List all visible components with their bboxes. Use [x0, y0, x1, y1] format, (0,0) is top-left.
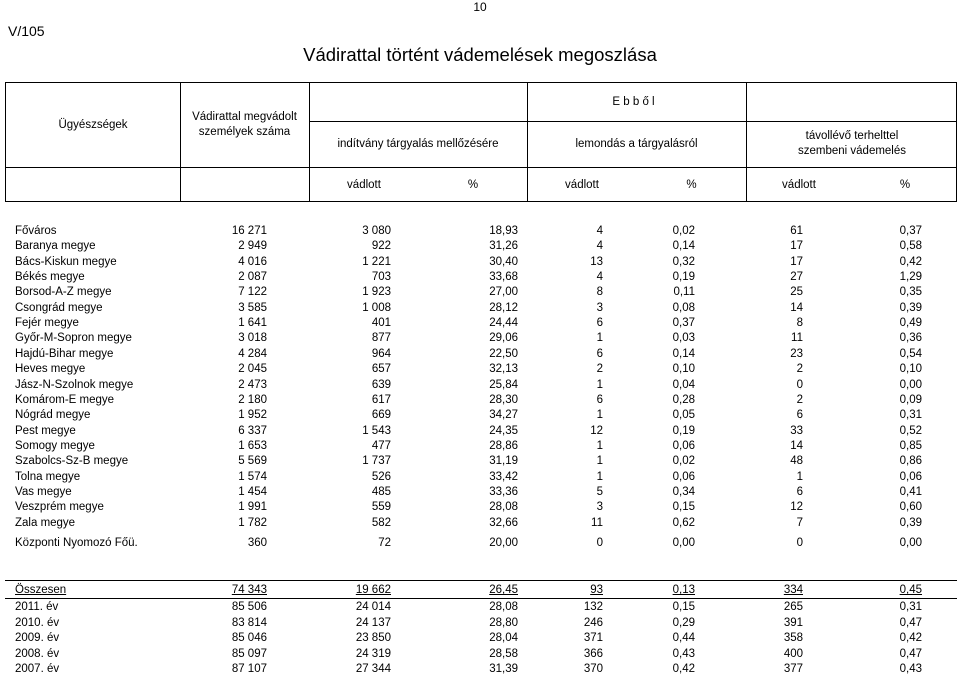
row-value: 0: [796, 379, 803, 391]
row-value: 0,54: [899, 348, 922, 360]
row-value: 617: [371, 394, 391, 406]
row-value: 12: [590, 425, 603, 437]
row-value: 85 506: [231, 601, 267, 613]
row-value: 1 008: [362, 302, 391, 314]
row-label: Bács-Kiskun megye: [15, 256, 117, 268]
table-row: [0, 500, 960, 515]
page-title: Vádirattal történt vádemelések megoszlása: [303, 44, 657, 65]
header-ebbol: E b b ő l: [612, 95, 655, 108]
row-value: 1: [596, 379, 603, 391]
table-row: [0, 536, 960, 551]
row-value: 0,58: [899, 240, 922, 252]
page-number: 10: [473, 0, 487, 14]
header-vadlott: vádlott: [565, 178, 599, 191]
row-label: 2010. év: [15, 617, 60, 629]
row-value: 0,09: [899, 394, 922, 406]
row-value: 657: [371, 363, 391, 375]
row-value: 28,08: [489, 601, 518, 613]
row-value: 24 319: [355, 648, 391, 660]
row-value: 0,04: [672, 379, 695, 391]
row-value: 0,47: [899, 617, 922, 629]
row-value: 0,85: [899, 440, 922, 452]
row-value: 1 221: [362, 256, 391, 268]
row-value: 0,28: [672, 394, 695, 406]
row-value: 366: [583, 648, 603, 660]
row-value: 401: [371, 317, 391, 329]
row-value: 360: [247, 537, 267, 549]
row-value: 1: [596, 409, 603, 421]
row-value: 2: [796, 394, 803, 406]
table-row: [0, 285, 960, 300]
row-label: 2007. év: [15, 663, 60, 675]
row-value: 4 284: [238, 348, 267, 360]
row-label: 2008. év: [15, 648, 60, 660]
row-value: 0,02: [672, 225, 695, 237]
row-value: 0,49: [899, 317, 922, 329]
row-value: 30,40: [489, 256, 518, 268]
table-row: [0, 255, 960, 270]
row-value: 1 653: [238, 440, 267, 452]
row-value: 28,58: [489, 648, 518, 660]
row-value: 3 080: [362, 225, 391, 237]
row-label: Borsod-A-Z megye: [15, 286, 112, 298]
row-value: 6: [796, 486, 803, 498]
row-value: 1: [796, 471, 803, 483]
row-value: 1 991: [238, 501, 267, 513]
row-value: 2 045: [238, 363, 267, 375]
row-value: 0,37: [672, 317, 695, 329]
table-row: [0, 301, 960, 316]
table-row: [0, 470, 960, 485]
row-value: 14: [790, 302, 803, 314]
row-value: 370: [583, 663, 603, 675]
row-value: 11: [591, 517, 603, 529]
row-value: 703: [371, 271, 391, 283]
row-value: 5: [596, 486, 603, 498]
table-row: [0, 600, 960, 615]
row-value: 0,39: [899, 517, 922, 529]
table-row: [0, 224, 960, 239]
row-value: 6: [596, 394, 603, 406]
row-value: 265: [783, 601, 803, 613]
separator-line: [5, 598, 957, 599]
row-value: 33,42: [489, 471, 518, 483]
row-value: 0,42: [899, 632, 922, 644]
table-row: [0, 583, 960, 598]
row-value: 1 574: [238, 471, 267, 483]
row-value: 0,03: [672, 332, 695, 344]
row-value: 23 850: [355, 632, 391, 644]
row-value: 6: [596, 348, 603, 360]
row-label: Zala megye: [15, 517, 76, 529]
row-value: 1,29: [899, 271, 922, 283]
table-row: [0, 316, 960, 331]
table-row: [0, 516, 960, 531]
row-value: 87 107: [231, 663, 267, 675]
row-value: 0,06: [672, 440, 695, 452]
row-value: 0,31: [899, 601, 922, 613]
row-value: 7 122: [238, 286, 267, 298]
row-value: 13: [590, 256, 603, 268]
header-lemondas: lemondás a tárgyalásról: [575, 137, 698, 150]
table-row: [0, 362, 960, 377]
row-value: 0,15: [672, 501, 695, 513]
row-value: 0,39: [899, 302, 922, 314]
row-label: Győr-M-Sopron megye: [15, 332, 132, 344]
row-label: Békés megye: [15, 271, 85, 283]
row-value: 1: [596, 440, 603, 452]
row-value: 34,27: [489, 409, 518, 421]
table-row: [0, 485, 960, 500]
row-value: 4: [596, 271, 603, 283]
row-value: 33,68: [489, 271, 518, 283]
table-row: [0, 347, 960, 362]
row-value: 8: [596, 286, 603, 298]
row-value: 0,10: [899, 363, 922, 375]
row-value: 2: [596, 363, 603, 375]
row-label: Csongrád megye: [15, 302, 103, 314]
header-vadlott: vádlott: [347, 178, 381, 191]
row-value: 4 016: [238, 256, 267, 268]
row-value: 0,29: [672, 617, 695, 629]
row-value: 4: [596, 240, 603, 252]
row-value: 24,35: [489, 425, 518, 437]
row-value: 31,26: [489, 240, 518, 252]
row-value: 0,45: [899, 584, 922, 596]
row-value: 24,44: [489, 317, 518, 329]
row-label: 2009. év: [15, 632, 60, 644]
row-value: 0,00: [899, 379, 922, 391]
table-row: [0, 439, 960, 454]
row-value: 2 473: [238, 379, 267, 391]
row-value: 526: [371, 471, 391, 483]
row-value: 20,00: [489, 537, 518, 549]
row-value: 28,80: [489, 617, 518, 629]
header-vadirattal: Vádirattal megvádolt személyek száma: [192, 111, 297, 138]
table-row: [0, 424, 960, 439]
row-value: 0,08: [672, 302, 695, 314]
row-value: 12: [790, 501, 803, 513]
row-value: 964: [371, 348, 391, 360]
row-value: 0,42: [899, 256, 922, 268]
row-value: 0,44: [672, 632, 695, 644]
row-value: 0,19: [672, 271, 695, 283]
row-label: Tolna megye: [15, 471, 81, 483]
row-value: 0,62: [672, 517, 695, 529]
row-value: 1 923: [362, 286, 391, 298]
row-value: 391: [783, 617, 803, 629]
row-value: 582: [371, 517, 391, 529]
table-row: [0, 331, 960, 346]
row-value: 83 814: [231, 617, 267, 629]
row-value: 669: [371, 409, 391, 421]
row-value: 0,06: [672, 471, 695, 483]
row-value: 19 662: [355, 584, 391, 596]
row-value: 28,04: [489, 632, 518, 644]
row-value: 3: [596, 302, 603, 314]
row-value: 2 087: [238, 271, 267, 283]
row-label: Pest megye: [15, 425, 76, 437]
row-value: 26,45: [489, 584, 518, 596]
row-value: 18,93: [489, 225, 518, 237]
row-value: 0,13: [672, 584, 695, 596]
row-value: 0,00: [899, 537, 922, 549]
row-value: 1 543: [362, 425, 391, 437]
row-value: 6: [796, 409, 803, 421]
row-value: 23: [790, 348, 803, 360]
row-label: 2011. év: [15, 601, 59, 613]
table-row: [0, 647, 960, 662]
row-value: 1: [596, 455, 603, 467]
row-value: 477: [371, 440, 391, 452]
row-value: 31,39: [489, 663, 518, 675]
row-value: 0: [596, 537, 603, 549]
row-value: 25: [790, 286, 803, 298]
row-label: Központi Nyomozó Főü.: [15, 537, 138, 549]
header-pct: %: [899, 178, 911, 191]
row-value: 132: [583, 601, 603, 613]
row-value: 2 180: [238, 394, 267, 406]
row-value: 0,02: [672, 455, 695, 467]
document-reference: V/105: [8, 23, 45, 39]
table-row: [0, 454, 960, 469]
row-value: 29,06: [489, 332, 518, 344]
row-value: 0,32: [672, 256, 695, 268]
row-value: 28,12: [489, 302, 518, 314]
row-value: 0,47: [899, 648, 922, 660]
row-value: 0,14: [672, 240, 695, 252]
row-value: 17: [790, 256, 803, 268]
header-inditvany: indítvány tárgyalás mellőzésére: [337, 137, 499, 150]
row-value: 74 343: [231, 584, 267, 596]
header-tavollevo: távollévő terhelttel szembeni vádemelés: [797, 130, 907, 157]
row-value: 1 952: [238, 409, 267, 421]
row-value: 1 782: [238, 517, 267, 529]
row-value: 24 014: [355, 601, 391, 613]
row-value: 22,50: [489, 348, 518, 360]
row-label: Főváros: [15, 225, 57, 237]
table-row: [0, 616, 960, 631]
row-value: 0,60: [899, 501, 922, 513]
row-value: 371: [583, 632, 603, 644]
row-label: Heves megye: [15, 363, 86, 375]
row-value: 559: [371, 501, 391, 513]
row-value: 2 949: [238, 240, 267, 252]
separator-line: [5, 580, 957, 581]
row-value: 61: [790, 225, 803, 237]
row-value: 85 046: [231, 632, 267, 644]
row-value: 0,14: [672, 348, 695, 360]
row-value: 2: [796, 363, 803, 375]
row-value: 0,43: [899, 663, 922, 675]
row-value: 0,31: [899, 409, 922, 421]
row-value: 0,37: [899, 225, 922, 237]
row-value: 85 097: [231, 648, 267, 660]
row-value: 1 641: [238, 317, 267, 329]
table-header: [5, 82, 957, 202]
row-value: 28,86: [489, 440, 518, 452]
row-value: 0,52: [899, 425, 922, 437]
table-row: [0, 393, 960, 408]
row-label: Vas megye: [15, 486, 72, 498]
row-value: 3 585: [238, 302, 267, 314]
row-value: 400: [783, 648, 803, 660]
row-value: 27 344: [355, 663, 391, 675]
row-value: 33: [790, 425, 803, 437]
row-value: 11: [791, 332, 803, 344]
row-label: Fejér megye: [15, 317, 79, 329]
row-value: 7: [796, 517, 803, 529]
row-value: 358: [783, 632, 803, 644]
table-row: [0, 408, 960, 423]
row-value: 27: [790, 271, 803, 283]
row-value: 28,08: [489, 501, 518, 513]
row-value: 48: [790, 455, 803, 467]
row-value: 4: [596, 225, 603, 237]
row-label: Összesen: [15, 584, 67, 596]
row-value: 1 737: [362, 455, 391, 467]
row-label: Hajdú-Bihar megye: [15, 348, 114, 360]
row-value: 31,19: [489, 455, 518, 467]
row-value: 72: [378, 537, 391, 549]
header-vadlott: vádlott: [782, 178, 816, 191]
row-value: 0,10: [672, 363, 695, 375]
row-value: 0,36: [899, 332, 922, 344]
row-value: 24 137: [355, 617, 391, 629]
header-pct: %: [686, 178, 697, 191]
row-label: Szabolcs-Sz-B megye: [15, 455, 129, 467]
row-value: 0: [796, 537, 803, 549]
row-value: 0,19: [672, 425, 695, 437]
row-value: 246: [583, 617, 603, 629]
row-value: 0,05: [672, 409, 695, 421]
row-value: 6: [596, 317, 603, 329]
row-value: 6 337: [238, 425, 267, 437]
row-value: 25,84: [489, 379, 518, 391]
row-value: 485: [371, 486, 391, 498]
row-value: 377: [783, 663, 803, 675]
row-value: 0,43: [672, 648, 695, 660]
row-value: 1: [596, 332, 603, 344]
row-value: 0,86: [899, 455, 922, 467]
row-value: 0,34: [672, 486, 695, 498]
row-label: Jász-N-Szolnok megye: [15, 379, 134, 391]
table-row: [0, 270, 960, 285]
row-value: 16 271: [231, 225, 267, 237]
row-value: 28,30: [489, 394, 518, 406]
row-value: 0,35: [899, 286, 922, 298]
row-value: 877: [371, 332, 391, 344]
row-value: 1 454: [238, 486, 267, 498]
row-value: 0,15: [672, 601, 695, 613]
row-value: 27,00: [489, 286, 518, 298]
table-row: [0, 631, 960, 646]
row-label: Komárom-E megye: [15, 394, 115, 406]
row-value: 8: [796, 317, 803, 329]
row-value: 334: [783, 584, 803, 596]
row-value: 0,00: [672, 537, 695, 549]
row-value: 1: [596, 471, 603, 483]
row-value: 32,66: [489, 517, 518, 529]
row-value: 3 018: [238, 332, 267, 344]
table-row: [0, 239, 960, 254]
row-value: 922: [371, 240, 391, 252]
row-value: 0,41: [899, 486, 922, 498]
row-label: Veszprém megye: [15, 501, 104, 513]
table-row: [0, 662, 960, 677]
row-label: Baranya megye: [15, 240, 96, 252]
row-value: 0,42: [672, 663, 695, 675]
row-value: 32,13: [489, 363, 518, 375]
row-value: 0,06: [899, 471, 922, 483]
row-value: 3: [596, 501, 603, 513]
row-value: 14: [790, 440, 803, 452]
row-value: 33,36: [489, 486, 518, 498]
header-ugyeszsegek: Ügyészségek: [58, 118, 128, 131]
row-value: 639: [371, 379, 391, 391]
row-value: 0,11: [673, 286, 695, 298]
header-pct: %: [467, 178, 479, 191]
row-label: Nógrád megye: [15, 409, 91, 421]
row-value: 5 569: [238, 455, 267, 467]
row-label: Somogy megye: [15, 440, 95, 452]
row-value: 93: [590, 584, 603, 596]
row-value: 17: [790, 240, 803, 252]
table-row: [0, 378, 960, 393]
